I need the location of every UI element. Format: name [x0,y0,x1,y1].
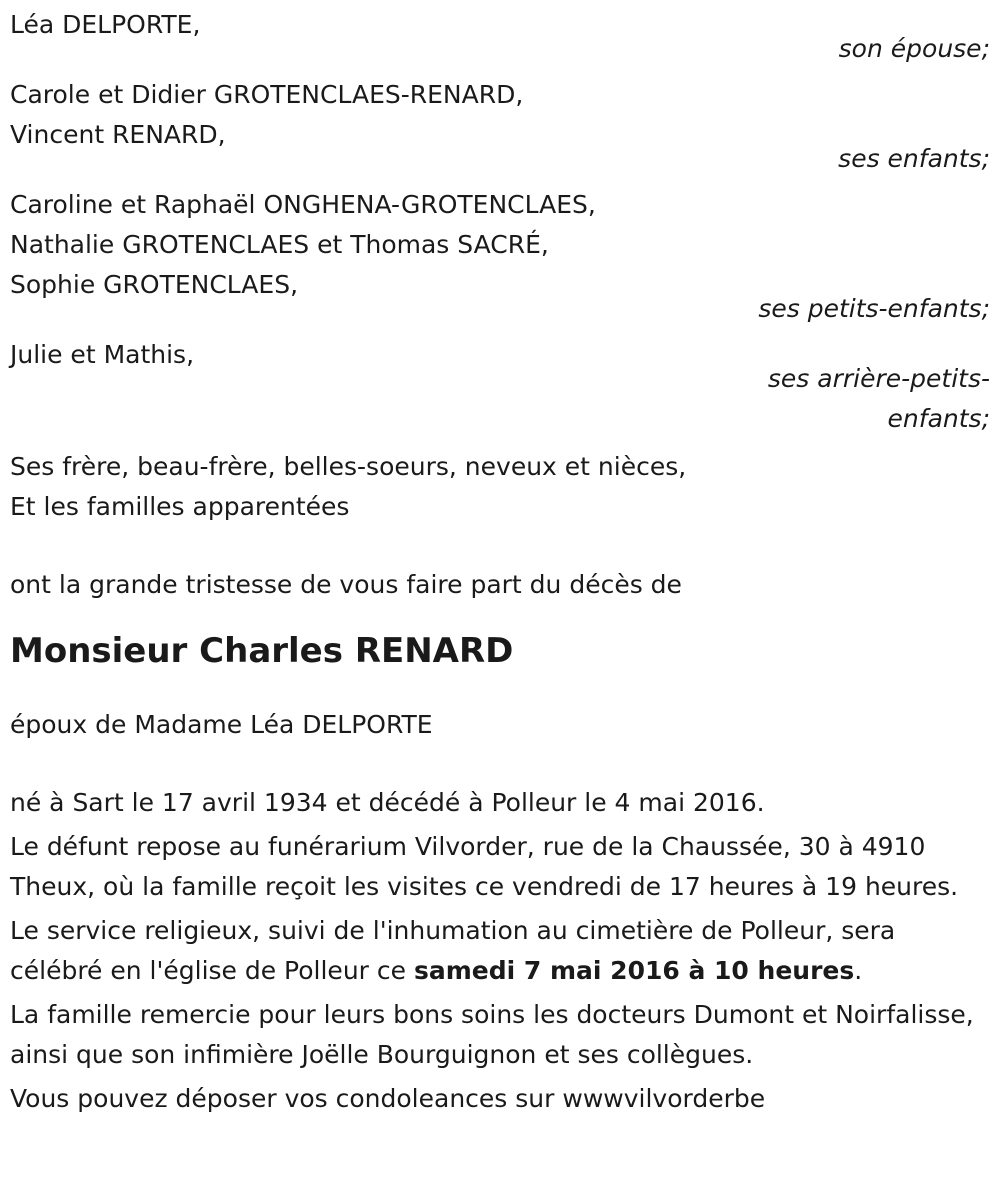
grandchildren-role: ses petits-enfants; [758,294,990,323]
obituary [10,5,990,1119]
service-date: samedi 7 mai 2016 à 10 heures [413,956,855,985]
child-line: Vincent RENARD, [10,120,226,149]
children-role: ses enfants; [838,144,990,173]
thanks-paragraph: La famille remercie pour leurs bons soins les docteurs Dumont et Noirfalisse, ainsi que son infimière Joëlle Bourguignon et ses collègues. [10,1000,974,1069]
service-end: . [854,956,863,985]
great-grandchildren-role: ses arrière-petits-enfants; [767,364,990,433]
great-grandchild-line: Julie et Mathis, [10,340,195,369]
spouse-role: son épouse; [838,34,990,63]
funeral-home-paragraph: Le défunt repose au funérarium Vilvorder, rue de la Chaussée, 30 à 4910 Theux, où la famille reçoit les visites ce vendredi de 17 heures à 19 heures. [10,832,959,901]
other-relatives-line: Ses frère, beau-frère, belles-soeurs, neveux et nièces, [10,452,687,481]
grandchild-line: Caroline et Raphaël ONGHENA-GROTENCLAES, [10,190,596,219]
other-relatives-line: Et les familles apparentées [10,492,350,521]
grandchild-line: Nathalie GROTENCLAES et Thomas SACRÉ, [10,230,549,259]
condolences-line: Vous pouvez déposer vos condoleances sur wwwvilvorderbe [10,1084,766,1113]
announcement: ont la grande tristesse de vous faire part du décès de [10,570,682,599]
spouse-of-line: époux de Madame Léa DELPORTE [10,710,433,739]
birth-death-line: né à Sart le 17 avril 1934 et décédé à Polleur le 4 mai 2016. [10,788,765,817]
spouse-name: Léa DELPORTE, [10,10,201,39]
service-paragraph [10,911,990,991]
child-line: Carole et Didier GROTENCLAES-RENARD, [10,80,524,109]
grandchild-line: Sophie GROTENCLAES, [10,270,299,299]
deceased-name: Monsieur Charles RENARD [10,631,514,671]
service-text: Le service religieux, suivi de l'inhumation au cimetière de Polleur, sera célébré en l'église de Polleur ce [10,916,896,985]
